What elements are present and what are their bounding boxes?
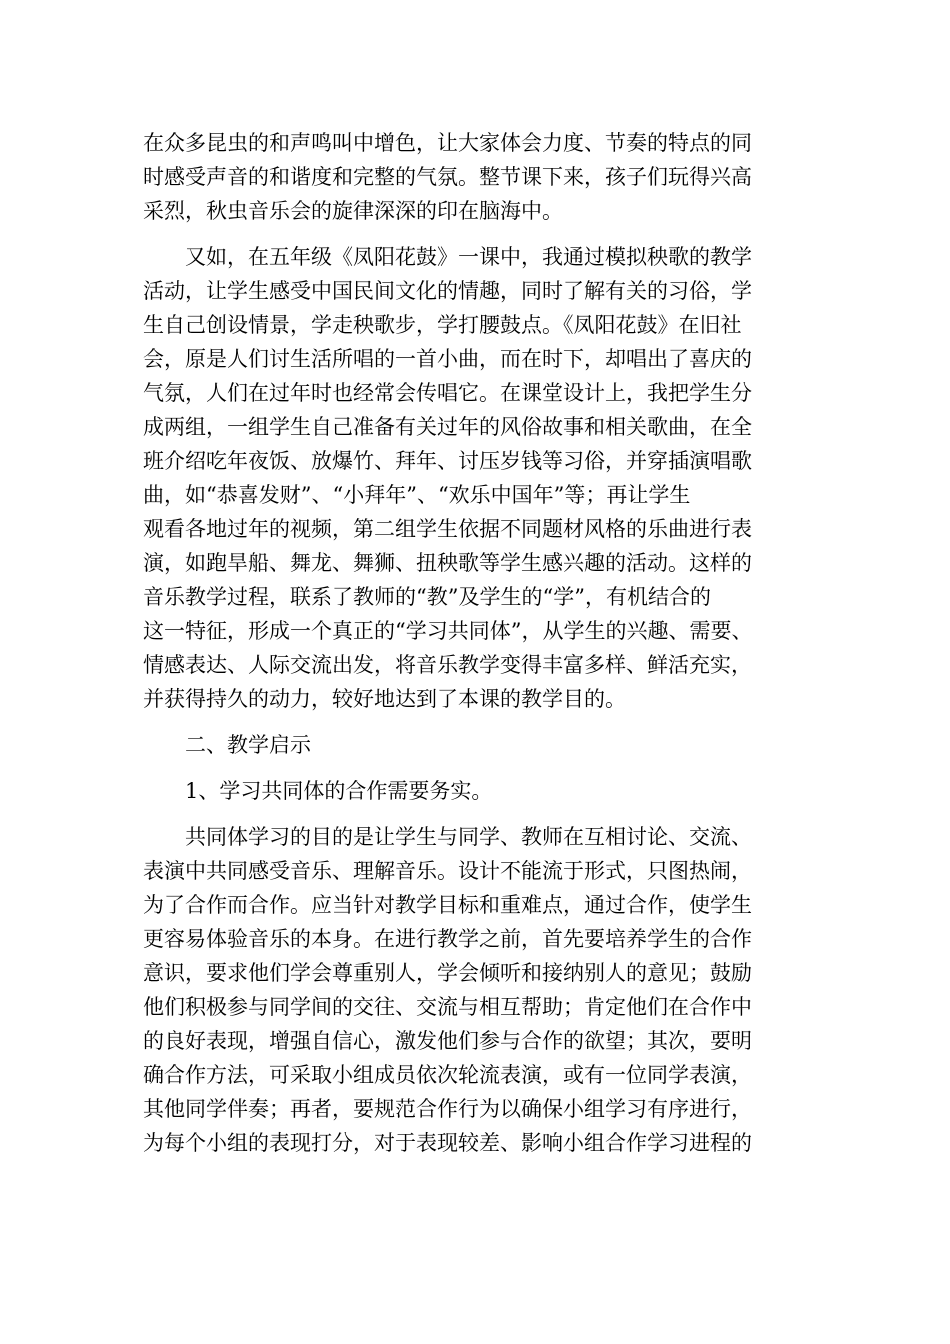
text-line: 为了合作而合作。应当针对教学目标和重难点，通过合作，使学生 <box>143 893 752 917</box>
text-line: 生自己创设情景，学走秧歌步，学打腰鼓点。《凤阳花鼓》在旧社 <box>143 313 742 337</box>
text-line: 成两组，一组学生自己准备有关过年的风俗故事和相关歌曲，在全 <box>143 415 752 439</box>
paragraph-1 <box>143 128 813 226</box>
heading-line: 二、教学启示 <box>143 733 311 757</box>
text-line: 音乐教学过程，联系了教师的“教”及学生的“学”，有机结合的 <box>143 585 711 609</box>
text-line: 其他同学伴奏；再者，要规范合作行为以确保小组学习有序进行， <box>143 1097 752 1121</box>
text-line: 并获得持久的动力，较好地达到了本课的教学目的。 <box>143 687 626 711</box>
text-line: 确合作方法，可采取小组成员依次轮流表演，或有一位同学表演， <box>143 1063 752 1087</box>
section-heading <box>143 730 813 760</box>
text-line: 气氛，人们在过年时也经常会传唱它。在课堂设计上，我把学生分 <box>143 381 752 405</box>
paragraph-3 <box>143 822 813 1158</box>
text-line: 为每个小组的表现打分，对于表现较差、影响小组合作学习进程的 <box>143 1131 752 1155</box>
paragraph-2 <box>143 242 813 714</box>
text-line: 他们积极参与同学间的交往、交流与相互帮助；肯定他们在合作中 <box>143 995 752 1019</box>
text-line: 班介绍吃年夜饭、放爆竹、拜年、讨压岁钱等习俗，并穿插演唱歌 <box>143 449 752 473</box>
text-line: 情感表达、人际交流出发，将音乐教学变得丰富多样、鲜活充实， <box>143 653 752 677</box>
paragraph-gap <box>143 764 813 776</box>
text-line: 意识，要求他们学会尊重别人，学会倾听和接纳别人的意见；鼓励 <box>143 961 752 985</box>
subsection-heading <box>143 776 813 806</box>
text-line: 在众多昆虫的和声鸣叫中增色，让大家体会力度、节奏的特点的同 <box>143 131 752 155</box>
text-line: 时感受声音的和谐度和完整的气氛。整节课下来，孩子们玩得兴高 <box>143 165 752 189</box>
paragraph-gap <box>143 718 813 730</box>
paragraph-gap <box>143 810 813 822</box>
text-line: 活动，让学生感受中国民间文化的情趣，同时了解有关的习俗，学 <box>143 279 752 303</box>
paragraph-gap <box>143 230 813 242</box>
text-line: 观看各地过年的视频，第二组学生依据不同题材风格的乐曲进行表 <box>143 517 752 541</box>
document-body <box>143 128 813 1162</box>
text-line: 的良好表现，增强自信心，激发他们参与合作的欲望；其次，要明 <box>143 1029 752 1053</box>
text-line: 更容易体验音乐的本身。在进行教学之前，首先要培养学生的合作 <box>143 927 752 951</box>
text-line: 演，如跑旱船、舞龙、舞狮、扭秧歌等学生感兴趣的活动。这样的 <box>143 551 752 575</box>
text-line: 表演中共同感受音乐、理解音乐。设计不能流于形式，只图热闹， <box>143 859 752 883</box>
text-line: 这一特征，形成一个真正的“学习共同体”，从学生的兴趣、需要、 <box>143 619 753 643</box>
text-line: 曲，如“恭喜发财”、“小拜年”、“欢乐中国年”等；再让学生 <box>143 483 691 507</box>
text-line: 又如，在五年级《凤阳花鼓》一课中，我通过模拟秧歌的教学 <box>143 245 752 269</box>
text-line: 会，原是人们讨生活所唱的一首小曲，而在时下，却唱出了喜庆的 <box>143 347 752 371</box>
text-line: 共同体学习的目的是让学生与同学、教师在互相讨论、交流、 <box>143 825 752 849</box>
heading-line: 1、学习共同体的合作需要务实。 <box>143 779 493 803</box>
text-line: 采烈，秋虫音乐会的旋律深深的印在脑海中。 <box>143 199 563 223</box>
